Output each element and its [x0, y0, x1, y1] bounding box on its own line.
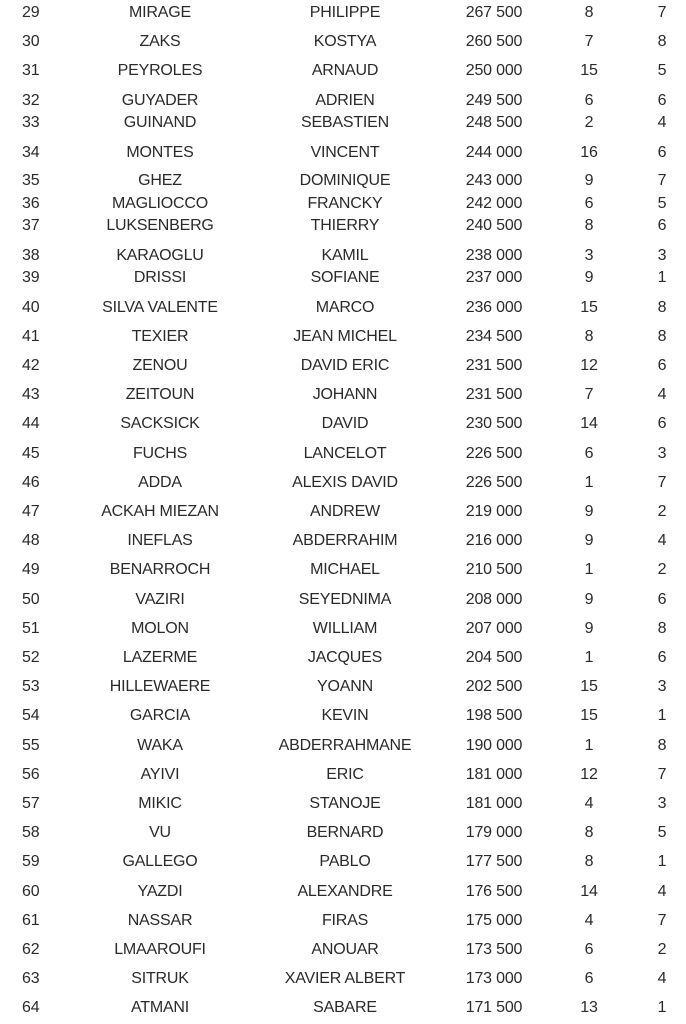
count-b-cell: 1	[657, 853, 667, 870]
amount-cell: 216 000	[465, 532, 523, 549]
count-b-cell: 1	[657, 707, 667, 724]
rank-cell: 50	[22, 591, 40, 608]
rank-cell: 64	[22, 999, 40, 1016]
last-name-cell: MONTES	[126, 144, 194, 161]
rank-cell: 55	[22, 737, 40, 754]
amount-cell: 181 000	[465, 766, 523, 783]
count-b-cell: 3	[657, 445, 667, 462]
first-name-cell: KEVIN	[321, 707, 369, 724]
amount-cell: 231 500	[465, 386, 523, 403]
count-b-cell: 4	[657, 532, 667, 549]
count-a-cell: 1	[584, 474, 594, 491]
last-name-cell: BENARROCH	[109, 561, 211, 578]
last-name-cell: MAGLIOCCO	[112, 195, 208, 212]
count-b-cell: 3	[657, 678, 667, 695]
table-row	[0, 998, 686, 1018]
rank-cell: 57	[22, 795, 40, 812]
rank-cell: 60	[22, 883, 40, 900]
first-name-cell: SOFIANE	[310, 269, 380, 286]
amount-cell: 204 500	[465, 649, 523, 666]
last-name-cell: MIKIC	[138, 795, 182, 812]
amount-cell: 237 000	[465, 269, 523, 286]
count-a-cell: 2	[584, 114, 594, 131]
first-name-cell: JACQUES	[307, 649, 383, 666]
last-name-cell: INEFLAS	[127, 532, 193, 549]
amount-cell: 171 500	[465, 999, 523, 1016]
first-name-cell: SABARE	[313, 999, 377, 1016]
count-a-cell: 7	[584, 33, 594, 50]
first-name-cell: DOMINIQUE	[299, 172, 391, 189]
amount-cell: 230 500	[465, 415, 523, 432]
amount-cell: 231 500	[465, 357, 523, 374]
count-a-cell: 9	[584, 591, 594, 608]
table-row	[0, 91, 686, 111]
last-name-cell: SILVA VALENTE	[102, 299, 218, 316]
first-name-cell: SEBASTIEN	[300, 114, 390, 131]
table-row	[0, 327, 686, 347]
rank-cell: 41	[22, 328, 40, 345]
count-b-cell: 5	[657, 62, 667, 79]
table-row	[0, 61, 686, 81]
rank-cell: 32	[22, 92, 40, 109]
first-name-cell: BERNARD	[306, 824, 384, 841]
last-name-cell: VAZIRI	[135, 591, 185, 608]
count-b-cell: 4	[657, 883, 667, 900]
first-name-cell: ADRIEN	[315, 92, 375, 109]
rank-cell: 44	[22, 415, 40, 432]
first-name-cell: WILLIAM	[312, 620, 378, 637]
amount-cell: 179 000	[465, 824, 523, 841]
rank-cell: 37	[22, 217, 40, 234]
count-b-cell: 2	[657, 941, 667, 958]
amount-cell: 177 500	[465, 853, 523, 870]
table-row	[0, 706, 686, 726]
rank-cell: 30	[22, 33, 40, 50]
table-row	[0, 852, 686, 872]
count-a-cell: 9	[584, 269, 594, 286]
amount-cell: 175 000	[465, 912, 523, 929]
first-name-cell: SEYEDNIMA	[298, 591, 392, 608]
last-name-cell: TEXIER	[131, 328, 189, 345]
count-a-cell: 6	[584, 445, 594, 462]
count-b-cell: 8	[657, 328, 667, 345]
amount-cell: 226 500	[465, 445, 523, 462]
amount-cell: 208 000	[465, 591, 523, 608]
table-row	[0, 619, 686, 639]
rank-cell: 38	[22, 247, 40, 264]
last-name-cell: YAZDI	[137, 883, 183, 900]
first-name-cell: XAVIER ALBERT	[284, 970, 406, 987]
last-name-cell: GALLEGO	[122, 853, 198, 870]
rank-cell: 46	[22, 474, 40, 491]
rank-cell: 45	[22, 445, 40, 462]
rank-cell: 54	[22, 707, 40, 724]
count-a-cell: 6	[584, 941, 594, 958]
first-name-cell: THIERRY	[310, 217, 380, 234]
count-a-cell: 1	[584, 561, 594, 578]
table-row	[0, 194, 686, 214]
count-a-cell: 15	[580, 62, 598, 79]
amount-cell: 244 000	[465, 144, 523, 161]
count-b-cell: 4	[657, 386, 667, 403]
count-b-cell: 7	[657, 474, 667, 491]
table-row	[0, 794, 686, 814]
count-a-cell: 14	[580, 415, 598, 432]
count-b-cell: 6	[657, 357, 667, 374]
table-row	[0, 736, 686, 756]
last-name-cell: MOLON	[131, 620, 189, 637]
table-row	[0, 648, 686, 668]
last-name-cell: ADDA	[138, 474, 182, 491]
amount-cell: 190 000	[465, 737, 523, 754]
first-name-cell: PHILIPPE	[309, 4, 381, 21]
rank-cell: 39	[22, 269, 40, 286]
amount-cell: 210 500	[465, 561, 523, 578]
last-name-cell: ZEITOUN	[125, 386, 195, 403]
first-name-cell: YOANN	[317, 678, 373, 695]
first-name-cell: ABDERRAHMANE	[278, 737, 412, 754]
count-a-cell: 9	[584, 172, 594, 189]
first-name-cell: MARCO	[315, 299, 375, 316]
amount-cell: 260 500	[465, 33, 523, 50]
rank-cell: 35	[22, 172, 40, 189]
count-a-cell: 7	[584, 386, 594, 403]
amount-cell: 198 500	[465, 707, 523, 724]
count-b-cell: 6	[657, 649, 667, 666]
last-name-cell: PEYROLES	[117, 62, 203, 79]
table-row	[0, 911, 686, 931]
first-name-cell: DAVID ERIC	[300, 357, 390, 374]
last-name-cell: MIRAGE	[129, 4, 191, 21]
count-a-cell: 8	[584, 217, 594, 234]
amount-cell: 202 500	[465, 678, 523, 695]
last-name-cell: LUKSENBERG	[106, 217, 214, 234]
count-b-cell: 6	[657, 217, 667, 234]
last-name-cell: AYIVI	[140, 766, 180, 783]
count-a-cell: 1	[584, 737, 594, 754]
amount-cell: 219 000	[465, 503, 523, 520]
last-name-cell: SITRUK	[131, 970, 189, 987]
first-name-cell: VINCENT	[310, 144, 380, 161]
count-a-cell: 9	[584, 620, 594, 637]
first-name-cell: ALEXIS DAVID	[292, 474, 398, 491]
count-b-cell: 6	[657, 415, 667, 432]
count-b-cell: 6	[657, 144, 667, 161]
count-b-cell: 8	[657, 737, 667, 754]
rank-cell: 36	[22, 195, 40, 212]
count-b-cell: 8	[657, 620, 667, 637]
table-row	[0, 246, 686, 266]
count-b-cell: 1	[657, 269, 667, 286]
count-a-cell: 16	[580, 144, 598, 161]
count-b-cell: 3	[657, 247, 667, 264]
table-row	[0, 677, 686, 697]
count-a-cell: 15	[580, 299, 598, 316]
count-b-cell: 5	[657, 824, 667, 841]
last-name-cell: GARCIA	[129, 707, 191, 724]
rank-cell: 34	[22, 144, 40, 161]
first-name-cell: ARNAUD	[311, 62, 379, 79]
amount-cell: 181 000	[465, 795, 523, 812]
table-row	[0, 473, 686, 493]
count-b-cell: 2	[657, 561, 667, 578]
table-row	[0, 414, 686, 434]
table-row	[0, 940, 686, 960]
count-a-cell: 12	[580, 766, 598, 783]
table-row	[0, 171, 686, 191]
first-name-cell: FIRAS	[321, 912, 369, 929]
last-name-cell: GUINAND	[123, 114, 197, 131]
count-b-cell: 6	[657, 92, 667, 109]
table-row	[0, 143, 686, 163]
table-row	[0, 268, 686, 288]
first-name-cell: ALEXANDRE	[297, 883, 393, 900]
rank-cell: 51	[22, 620, 40, 637]
last-name-cell: VU	[149, 824, 171, 841]
rank-cell: 47	[22, 503, 40, 520]
count-a-cell: 14	[580, 883, 598, 900]
last-name-cell: SACKSICK	[120, 415, 200, 432]
first-name-cell: LANCELOT	[303, 445, 387, 462]
rank-cell: 31	[22, 62, 40, 79]
amount-cell: 248 500	[465, 114, 523, 131]
last-name-cell: ZENOU	[132, 357, 188, 374]
table-row	[0, 32, 686, 52]
table-row	[0, 356, 686, 376]
first-name-cell: ANOUAR	[311, 941, 379, 958]
rank-cell: 59	[22, 853, 40, 870]
rank-cell: 63	[22, 970, 40, 987]
last-name-cell: KARAOGLU	[116, 247, 204, 264]
last-name-cell: HILLEWAERE	[109, 678, 211, 695]
first-name-cell: ANDREW	[310, 503, 380, 520]
amount-cell: 207 000	[465, 620, 523, 637]
amount-cell: 250 000	[465, 62, 523, 79]
count-b-cell: 7	[657, 766, 667, 783]
amount-cell: 240 500	[465, 217, 523, 234]
rank-cell: 48	[22, 532, 40, 549]
count-a-cell: 4	[584, 912, 594, 929]
count-a-cell: 8	[584, 4, 594, 21]
count-a-cell: 12	[580, 357, 598, 374]
amount-cell: 236 000	[465, 299, 523, 316]
table-row	[0, 882, 686, 902]
amount-cell: 234 500	[465, 328, 523, 345]
count-b-cell: 5	[657, 195, 667, 212]
table-row	[0, 502, 686, 522]
count-a-cell: 1	[584, 649, 594, 666]
first-name-cell: JEAN MICHEL	[293, 328, 397, 345]
count-a-cell: 8	[584, 853, 594, 870]
rank-cell: 52	[22, 649, 40, 666]
table-row	[0, 969, 686, 989]
amount-cell: 238 000	[465, 247, 523, 264]
count-b-cell: 3	[657, 795, 667, 812]
amount-cell: 226 500	[465, 474, 523, 491]
count-a-cell: 3	[584, 247, 594, 264]
count-a-cell: 6	[584, 970, 594, 987]
first-name-cell: PABLO	[319, 853, 371, 870]
rank-cell: 43	[22, 386, 40, 403]
count-a-cell: 8	[584, 328, 594, 345]
count-a-cell: 8	[584, 824, 594, 841]
amount-cell: 267 500	[465, 4, 523, 21]
rank-cell: 61	[22, 912, 40, 929]
count-a-cell: 6	[584, 92, 594, 109]
table-row	[0, 765, 686, 785]
table-row	[0, 823, 686, 843]
rank-cell: 29	[22, 4, 40, 21]
first-name-cell: ABDERRAHIM	[292, 532, 398, 549]
count-a-cell: 15	[580, 678, 598, 695]
last-name-cell: ACKAH MIEZAN	[101, 503, 219, 520]
table-row	[0, 590, 686, 610]
count-b-cell: 6	[657, 591, 667, 608]
last-name-cell: NASSAR	[127, 912, 193, 929]
count-b-cell: 7	[657, 172, 667, 189]
count-a-cell: 13	[580, 999, 598, 1016]
table-row	[0, 216, 686, 236]
first-name-cell: FRANCKY	[307, 195, 383, 212]
count-b-cell: 8	[657, 299, 667, 316]
table-row	[0, 385, 686, 405]
rank-cell: 42	[22, 357, 40, 374]
rank-cell: 49	[22, 561, 40, 578]
first-name-cell: KOSTYA	[313, 33, 377, 50]
amount-cell: 243 000	[465, 172, 523, 189]
rank-cell: 58	[22, 824, 40, 841]
count-a-cell: 4	[584, 795, 594, 812]
last-name-cell: LAZERME	[122, 649, 198, 666]
count-b-cell: 7	[657, 912, 667, 929]
last-name-cell: GHEZ	[138, 172, 182, 189]
first-name-cell: ERIC	[326, 766, 364, 783]
rank-cell: 56	[22, 766, 40, 783]
rank-cell: 40	[22, 299, 40, 316]
table-row	[0, 560, 686, 580]
rank-cell: 33	[22, 114, 40, 131]
count-a-cell: 9	[584, 503, 594, 520]
count-b-cell: 2	[657, 503, 667, 520]
table-row	[0, 298, 686, 318]
amount-cell: 242 000	[465, 195, 523, 212]
amount-cell: 173 500	[465, 941, 523, 958]
first-name-cell: STANOJE	[309, 795, 381, 812]
table-row	[0, 444, 686, 464]
count-b-cell: 1	[657, 999, 667, 1016]
count-a-cell: 9	[584, 532, 594, 549]
count-b-cell: 7	[657, 4, 667, 21]
rank-cell: 53	[22, 678, 40, 695]
last-name-cell: ATMANI	[130, 999, 190, 1016]
count-b-cell: 4	[657, 970, 667, 987]
last-name-cell: WAKA	[137, 737, 183, 754]
last-name-cell: DRISSI	[133, 269, 187, 286]
count-a-cell: 6	[584, 195, 594, 212]
first-name-cell: DAVID	[321, 415, 369, 432]
last-name-cell: ZAKS	[139, 33, 181, 50]
table-row	[0, 3, 686, 23]
last-name-cell: LMAAROUFI	[114, 941, 206, 958]
amount-cell: 249 500	[465, 92, 523, 109]
count-a-cell: 15	[580, 707, 598, 724]
count-b-cell: 8	[657, 33, 667, 50]
amount-cell: 173 000	[465, 970, 523, 987]
first-name-cell: MICHAEL	[310, 561, 380, 578]
amount-cell: 176 500	[465, 883, 523, 900]
rank-cell: 62	[22, 941, 40, 958]
table-row	[0, 531, 686, 551]
first-name-cell: KAMIL	[321, 247, 369, 264]
table-row	[0, 113, 686, 133]
count-b-cell: 4	[657, 114, 667, 131]
first-name-cell: JOHANN	[312, 386, 378, 403]
last-name-cell: GUYADER	[121, 92, 199, 109]
last-name-cell: FUCHS	[132, 445, 188, 462]
